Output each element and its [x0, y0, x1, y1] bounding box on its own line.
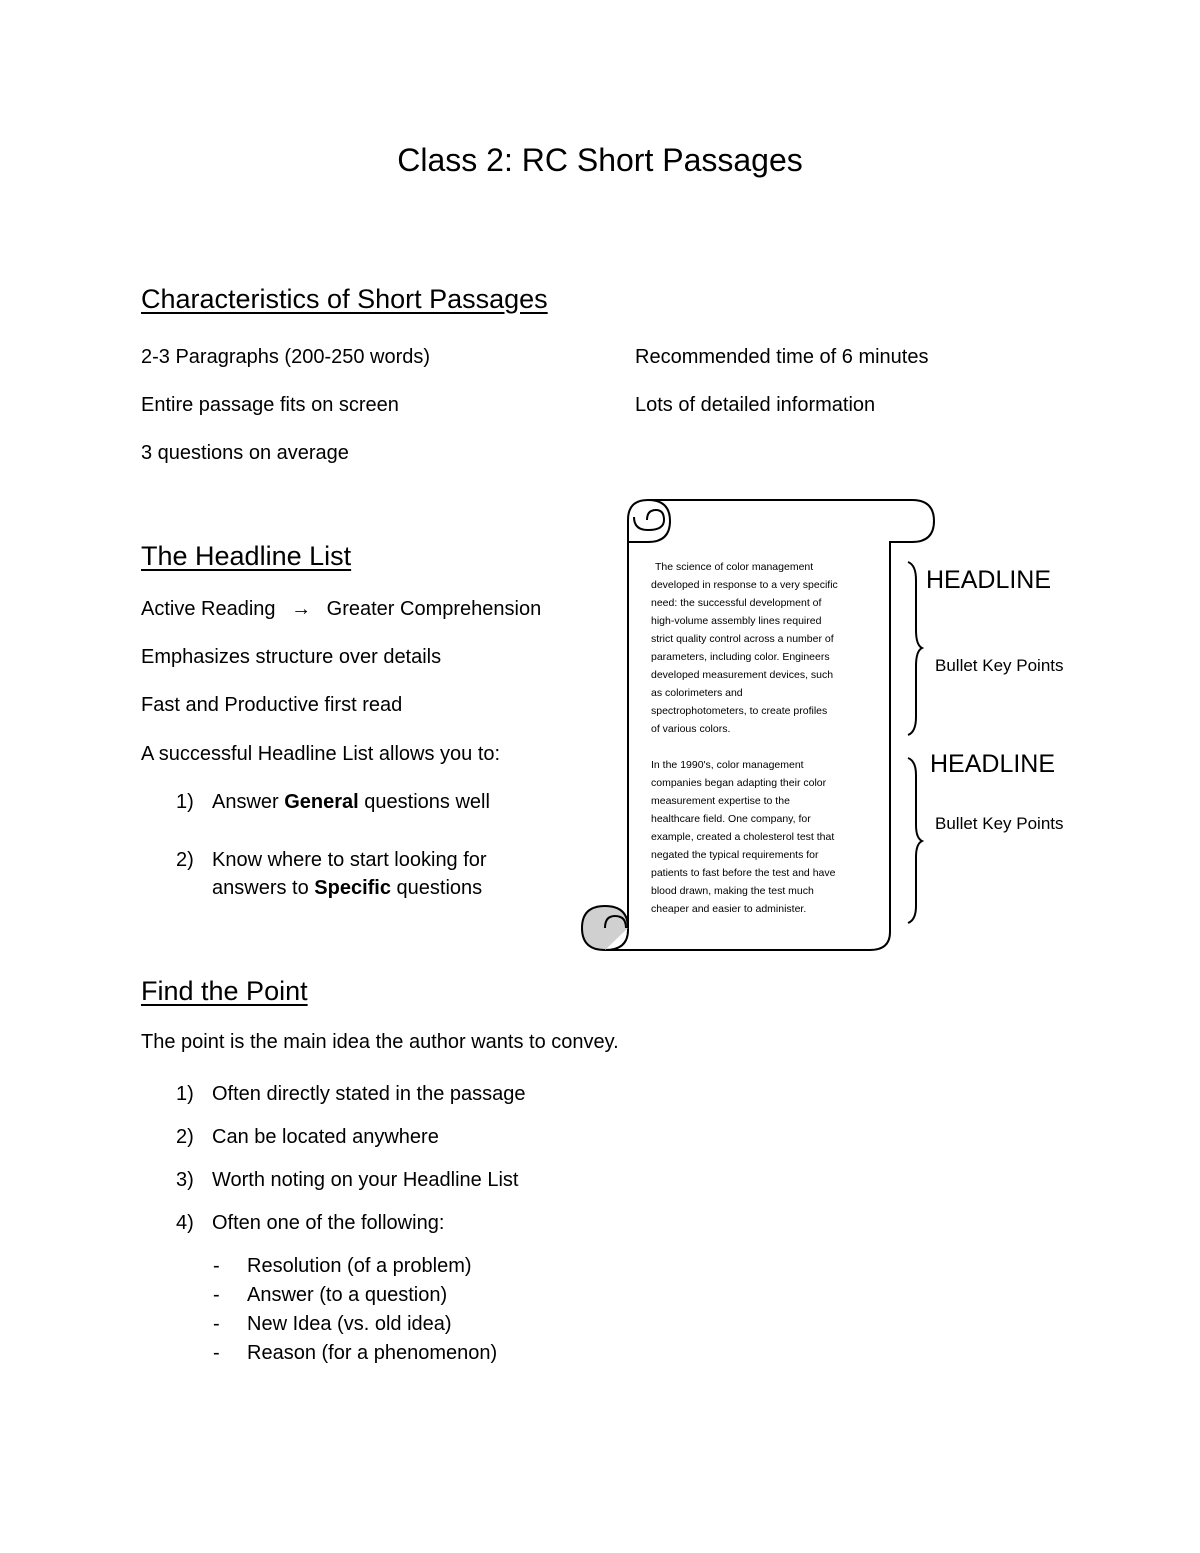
list-item-text: questions	[390, 877, 483, 899]
sub-list-item: Resolution (of a problem)	[247, 1255, 472, 1277]
page-title: Class 2: RC Short Passages	[397, 142, 803, 178]
scroll-line: patients to fast before the test and have	[651, 867, 836, 879]
bullet-key-points-label: Bullet Key Points	[935, 656, 1064, 675]
scroll-line: need: the successful development of	[651, 597, 822, 609]
headline-list-line: A successful Headline List allows you to:	[141, 743, 501, 765]
characteristic-item: Lots of detailed information	[635, 394, 876, 416]
emphasis-specific: Specific	[314, 877, 391, 899]
scroll-line: developed measurement devices, such	[651, 669, 834, 681]
sub-list-item: Answer (to a question)	[247, 1284, 448, 1306]
characteristic-item: Entire passage fits on screen	[141, 394, 399, 416]
scroll-line: cheaper and easier to administer.	[651, 903, 807, 915]
scroll-line: parameters, including color. Engineers	[651, 651, 830, 663]
list-item-text: questions well	[358, 791, 490, 813]
scroll-line: healthcare field. One company, for	[651, 813, 811, 825]
right-arrow-icon: →	[291, 598, 312, 620]
scroll-line: strict quality control across a number of	[651, 633, 834, 645]
list-number: 2)	[176, 1126, 194, 1148]
list-item: Worth noting on your Headline List	[212, 1169, 519, 1191]
section-heading-find-the-point: Find the Point	[141, 976, 308, 1006]
dash-bullet: -	[213, 1313, 220, 1335]
characteristic-item: Recommended time of 6 minutes	[635, 346, 929, 368]
sub-list-item: Reason (for a phenomenon)	[247, 1342, 498, 1364]
brace-2	[908, 758, 922, 923]
list-number: 3)	[176, 1169, 194, 1191]
brace-1	[908, 562, 922, 735]
characteristic-item: 3 questions on average	[141, 442, 349, 464]
scroll-line: of various colors.	[651, 723, 731, 735]
scroll-line: blood drawn, making the test much	[651, 885, 814, 897]
dash-bullet: -	[213, 1255, 220, 1277]
headline-list-line: Fast and Productive first read	[141, 694, 403, 716]
scroll-line: developed in response to a very specific	[651, 579, 838, 591]
list-number: 4)	[176, 1212, 194, 1234]
scroll-paragraph-1	[651, 558, 838, 738]
scroll-line: negated the typical requirements for	[651, 849, 819, 861]
list-number: 1)	[176, 791, 194, 813]
scroll-line: spectrophotometers, to create profiles	[651, 705, 828, 717]
scroll-line: The science of color management	[655, 561, 814, 573]
greater-comprehension-label: Greater Comprehension	[326, 598, 542, 620]
scroll-line: companies began adapting their color	[651, 777, 827, 789]
active-reading-label: Active Reading	[141, 598, 276, 620]
list-item-text: answers to	[212, 877, 315, 899]
section-heading-characteristics: Characteristics of Short Passages	[141, 284, 548, 314]
scroll-line: high-volume assembly lines required	[651, 615, 822, 627]
list-item-text: Answer	[212, 791, 285, 813]
sub-list-item: New Idea (vs. old idea)	[247, 1313, 452, 1335]
list-number: 1)	[176, 1083, 194, 1105]
headline-list-line: Emphasizes structure over details	[141, 646, 442, 668]
section-heading-headline-list: The Headline List	[141, 541, 352, 571]
scroll-line: In the 1990's, color management	[651, 759, 804, 771]
list-item: Often one of the following:	[212, 1212, 445, 1234]
emphasis-general: General	[284, 791, 359, 813]
scroll-line: measurement expertise to the	[651, 795, 790, 807]
find-point-intro: The point is the main idea the author wants to convey.	[141, 1031, 619, 1053]
headline-label: HEADLINE	[930, 750, 1056, 778]
dash-bullet: -	[213, 1342, 220, 1364]
dash-bullet: -	[213, 1284, 220, 1306]
list-item: Often directly stated in the passage	[212, 1083, 526, 1105]
list-item-line: Know where to start looking for	[212, 849, 487, 871]
headline-label: HEADLINE	[926, 566, 1052, 594]
characteristic-item: 2-3 Paragraphs (200-250 words)	[141, 346, 431, 368]
scroll-paragraph-2	[651, 756, 835, 918]
scroll-line: example, created a cholesterol test that	[651, 831, 835, 843]
bullet-key-points-label: Bullet Key Points	[935, 814, 1064, 833]
list-item: Can be located anywhere	[212, 1126, 439, 1148]
list-number: 2)	[176, 849, 194, 871]
scroll-line: as colorimeters and	[651, 687, 743, 699]
